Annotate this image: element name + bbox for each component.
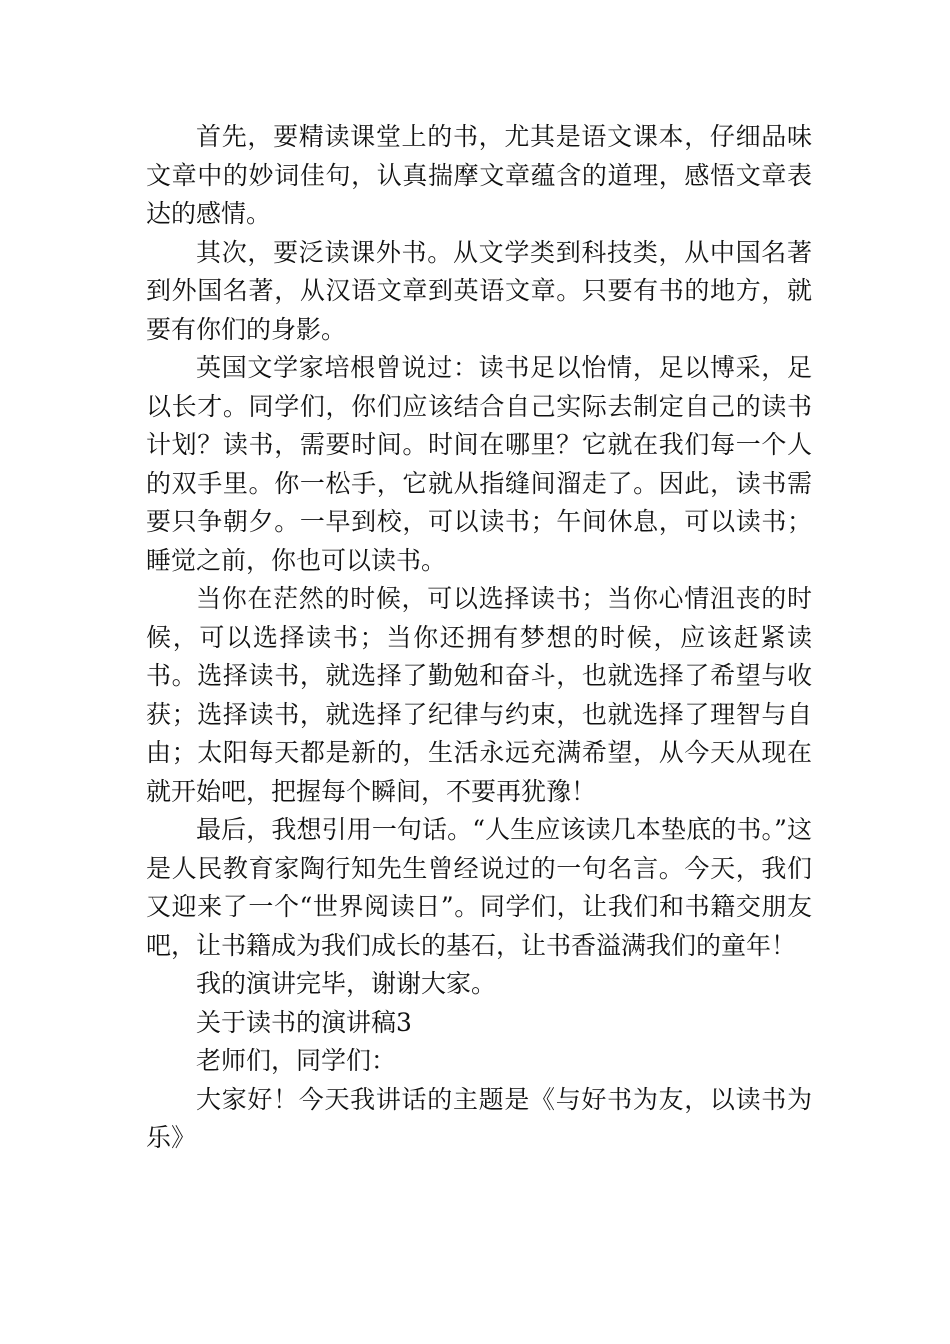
paragraph-bacon-quote: 英国文学家培根曾说过：读书足以怡情，足以博采，足以长才。同学们，你们应该结合自己实际去制定自己的读书计划？读书，需要时间。时间在哪里？它就在我们每一个人的双手里。你一松手，它就从指缝间溜走了。因此，读书需要只争朝夕。一早到校，可以读书；午间休息，可以读书；睡觉之前，你也可以读书。 [146,353,812,575]
speech-title: 关于读书的演讲稿3 [196,1007,412,1037]
paragraph-intensive-reading: 首先，要精读课堂上的书，尤其是语文课本，仔细品味文章中的妙词佳句，认真揣摩文章蕴含的道理，感悟文章表达的感情。 [146,122,812,228]
paragraph-extensive-reading: 其次，要泛读课外书。从文学类到科技类，从中国名著到外国名著，从汉语文章到英语文章。只要有书的地方，就要有你们的身影。 [146,237,812,344]
paragraph-closing-thanks: 我的演讲完毕，谢谢大家。 [196,969,497,998]
paragraph-choose-reading: 当你在茫然的时候，可以选择读书；当你心情沮丧的时候，可以选择读书；当你还拥有梦想的时候，应该赶紧读书。选择读书，就选择了勤勉和奋斗，也就选择了希望与收获；选择读书，就选择了纪律与约束，也就选择了理智与自由；太阳每天都是新的，生活永远充满希望，从今天从现在就开始吧，把握每个瞬间，不要再犹豫！ [146,584,812,806]
paragraph-speech-topic: 大家好！今天我讲话的主题是《与好书为友，以读书为乐》 [146,1084,812,1152]
paragraph-conclusion: 最后，我想引用一句话。“人生应该读几本垫底的书。”这是人民教育家陶行知先生曾经说过的一句名言。今天，我们又迎来了一个“世界阅读日”。同学们，让我们和书籍交朋友吧，让书籍成为我们成长的基石，让书香溢满我们的童年！ [146,815,812,960]
document-body [146,118,812,1158]
speech-salutation: 老师们，同学们： [196,1046,397,1075]
